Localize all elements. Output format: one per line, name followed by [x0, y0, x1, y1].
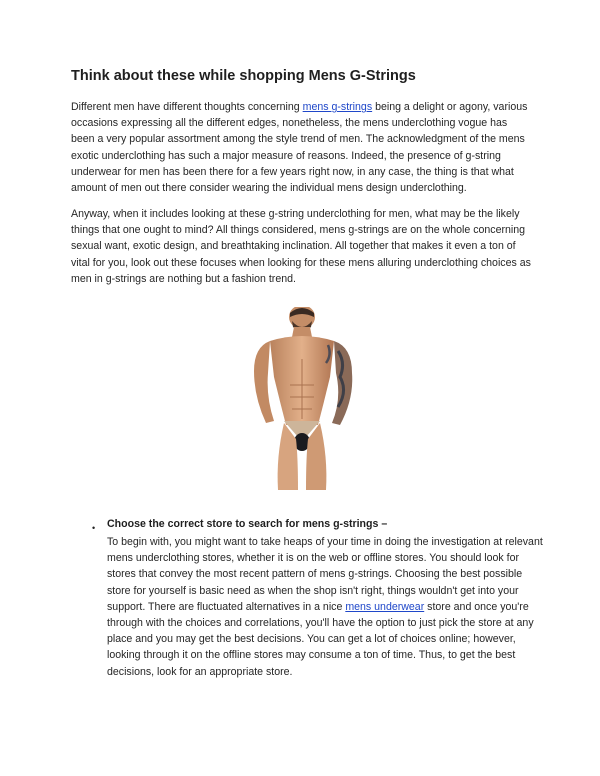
store-text-after: store and once you're through with the choices and correlations, you'll have the option to just pick the store at any place and you may get the best decisions. You can get a lot of choices online; however, looking through it on the offline stores may consume a ton of time. Thus, to get the best decisions, look for an appropriate store.: [107, 600, 534, 678]
store-text-before: To begin with, you might want to take heaps of your time in doing the investigation at relevant mens underclothing stores, whether it is on the web or offline stores. You should look for stores that convey the most recent pattern of mens g-strings. Choosing the best possible store for yourself is basic need as when the shop isn't right, things wouldn't get into your support. There are fluctuated alternatives in a nice: [107, 536, 543, 613]
left-arm-shape: [254, 341, 274, 423]
neck-shape: [292, 327, 312, 337]
article-title: Think about these while shopping Mens G-Strings: [71, 68, 416, 84]
intro-text-before: Different men have different thoughts concerning: [71, 101, 303, 113]
paragraph-considerations: Anyway, when it includes looking at these g-string underclothing for men, what may be the likely things that one ought to mind? All things considered, mens g-strings are on the whole concerning sexual want, exotic design, and breathtaking inclination. All together that makes it even a ton of vital for you, look out these focuses when looking for these mens alluring underclothing choices as men in g-strings are nothing but a fashion trend.: [71, 208, 531, 285]
model-photo: [232, 307, 368, 490]
mens-underwear-link[interactable]: mens underwear: [345, 600, 425, 613]
intro-text-after: being a delight or agony, various occasions expressing all the different edges, nonetheless, the mens underclothing vogue has been a very popular assortment among the style trend of men. The acknowledgment of the mens exotic underclothing has such a major measure of reasons. Indeed, the presence of g-string underwear for men has been there for a few years right now, in any case, the thing is that what amount of men out there consider wearing the individual mens design underclothing.: [71, 101, 528, 195]
paragraph-store: [107, 534, 543, 680]
bullet-marker: •: [92, 523, 96, 533]
bullet-heading: Choose the correct store to search for mens g-strings –: [107, 518, 388, 530]
paragraph-intro: [71, 99, 533, 196]
mens-g-strings-link[interactable]: mens g-strings: [302, 101, 373, 113]
